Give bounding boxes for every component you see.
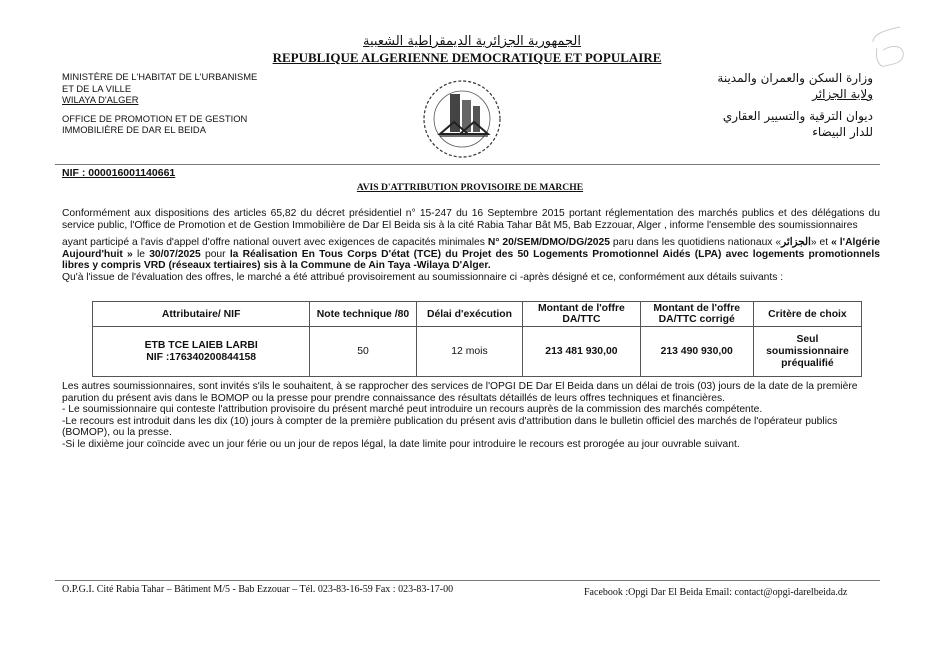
note-cell: 50: [310, 327, 416, 377]
col-critere: Critère de choix: [753, 302, 861, 327]
nif-label: NIF : 000016001140661: [62, 167, 176, 179]
award-table: [92, 301, 862, 377]
intro-text: ayant participé a l'avis d'appel d'offre national ouvert avec exigences de capacités minimales: [62, 237, 488, 248]
table-header-row: [93, 302, 862, 327]
footer-divider: [55, 580, 880, 581]
montant-corrige-cell: 213 490 930,00: [640, 327, 753, 377]
closing-line-3: -Le recours est introduit dans les dix (10) jours à compter de la première publication du présent avis d'attribution dans le bulletin officiel des marchés de l'opérateur publics (BOMOP), ou la presse.: [62, 415, 838, 439]
intro-text: » et: [810, 237, 832, 248]
office-arabic-line-2: للدار البيضاء: [812, 125, 873, 139]
newspaper-french: « l'Algérie Aujourd'huit »: [62, 237, 881, 260]
table-row: [93, 327, 862, 377]
critere-cell: Seul soumissionnaire préqualifié: [753, 327, 861, 377]
ministry-line-1: MINISTÈRE DE L'HABITAT DE L'URBANISME: [62, 71, 258, 82]
closing-line-2: - Le soumissionnaire qui conteste l'attribution provisoire du présent marché peut introduire un recours auprès de la commission des marchés compétente.: [62, 404, 763, 416]
document-title: AVIS D'ATTRIBUTION PROVISOIRE DE MARCHE: [356, 182, 584, 193]
wilaya-arabic: ولاية الجزائر: [812, 87, 873, 101]
footer-contact: Facebook :Opgi Dar El Beida Email: contact@opgi-darelbeida.dz: [584, 587, 848, 598]
delai-cell: 12 mois: [416, 327, 523, 377]
closing-line-1: Les autres soumissionnaires, sont invités s'ils le souhaitent, à se rapprocher des services de l'OPGI DE Dar El Beida dans un délai de trois (03) jours de la date de la première parution du présent avis dans le BOMOP ou la presse pour prendre connaissance des résultats détaillés de leurs offres techniques et financières.: [62, 381, 858, 404]
montant-cell: 213 481 930,00: [523, 327, 640, 377]
closing-line-4: -Si le dixième jour coïncide avec un jour férie ou un jour de repos légal, la date limite pour introduire le recours est prorogée au jour ouvrable suivant.: [62, 438, 740, 450]
office-arabic-line-1: ديوان الترقية والتسيير العقاري: [722, 109, 873, 123]
evaluation-sentence: Qu'à l'issue de l'évaluation des offres, le marché a été attribué provisoirement au soumissionnaire ci -après désigné et ce, conformément aux détails suivants :: [62, 271, 784, 283]
header-divider: [55, 164, 880, 165]
newspaper-arabic: الجزائر: [781, 237, 811, 248]
wilaya-label: WILAYA D'ALGER: [62, 94, 139, 105]
ministry-line-2: ET DE LA VILLE: [62, 82, 132, 94]
col-note-technique: Note technique /80: [310, 302, 416, 327]
closing-paragraph: [62, 381, 880, 451]
footer-address: O.P.G.I. Cité Rabia Tahar – Bâtiment M/5 - Bab Ezzouar – Tél. 023-83-16-59 Fax : 023-83-17-00: [62, 584, 454, 595]
right-header: [717, 70, 873, 140]
office-line-1: OFFICE DE PROMOTION ET DE GESTION: [62, 112, 248, 124]
tender-reference: N° 20/SEM/DMO/DG/2025: [487, 237, 610, 248]
col-montant: Montant de l'offre DA/TTC: [523, 302, 640, 327]
intro-paragraph-2: [62, 237, 880, 283]
intro-paragraph-1: Conformément aux dispositions des articles 65,82 du décret présidentiel n° 15-247 du 16 Septembre 2015 portant réglementation des marchés publics et des délégations du service public, l'Office de Promotion et de Gestion Immobilière de Dar El Beida sis à la cité Rabia Tahar Bât M5, Bab Ezzouar, Alger , informe l'ensemble des soumissionnaires: [62, 208, 880, 231]
attributaire-nif: NIF :176340200844158: [146, 351, 257, 363]
republic-heading: REPUBLIQUE ALGERIENNE DEMOCRATIQUE ET POPULAIRE: [272, 50, 662, 65]
col-montant-corrige: Montant de l'offre DA/TTC corrigé: [640, 302, 753, 327]
col-attributaire: Attributaire/ NIF: [93, 302, 310, 327]
intro-text: paru dans les quotidiens nationaux «: [609, 237, 782, 248]
intro-text: le: [132, 248, 150, 260]
opgi-emblem-icon: [412, 74, 512, 164]
office-line-2: IMMOBILIÈRE DE DAR EL BEIDA: [62, 124, 206, 135]
project-description: la Réalisation En Tous Corps D'état (TCE) du Projet des 50 Logements Promotionnel Aidés (LPA) avec logements promotionnels libres y compris VRD (réseaux tertiaires) sis à la Commune de Ain Taya -Wilaya D'Alger.: [62, 248, 880, 272]
publication-date: 30/07/2025: [149, 248, 201, 260]
attributaire-cell: [93, 327, 310, 377]
col-delai: Délai d'exécution: [416, 302, 523, 327]
left-header: [62, 71, 257, 136]
handwritten-mark-icon: [865, 22, 925, 72]
attributaire-name: ETB TCE LAIEB LARBI: [144, 339, 258, 351]
intro-text: pour: [200, 248, 230, 260]
arabic-republic-heading: الجمهورية الجزائرية الديمقراطية الشعبية: [363, 34, 581, 49]
ministry-arabic: وزارة السكن والعمران والمدينة: [717, 71, 873, 85]
